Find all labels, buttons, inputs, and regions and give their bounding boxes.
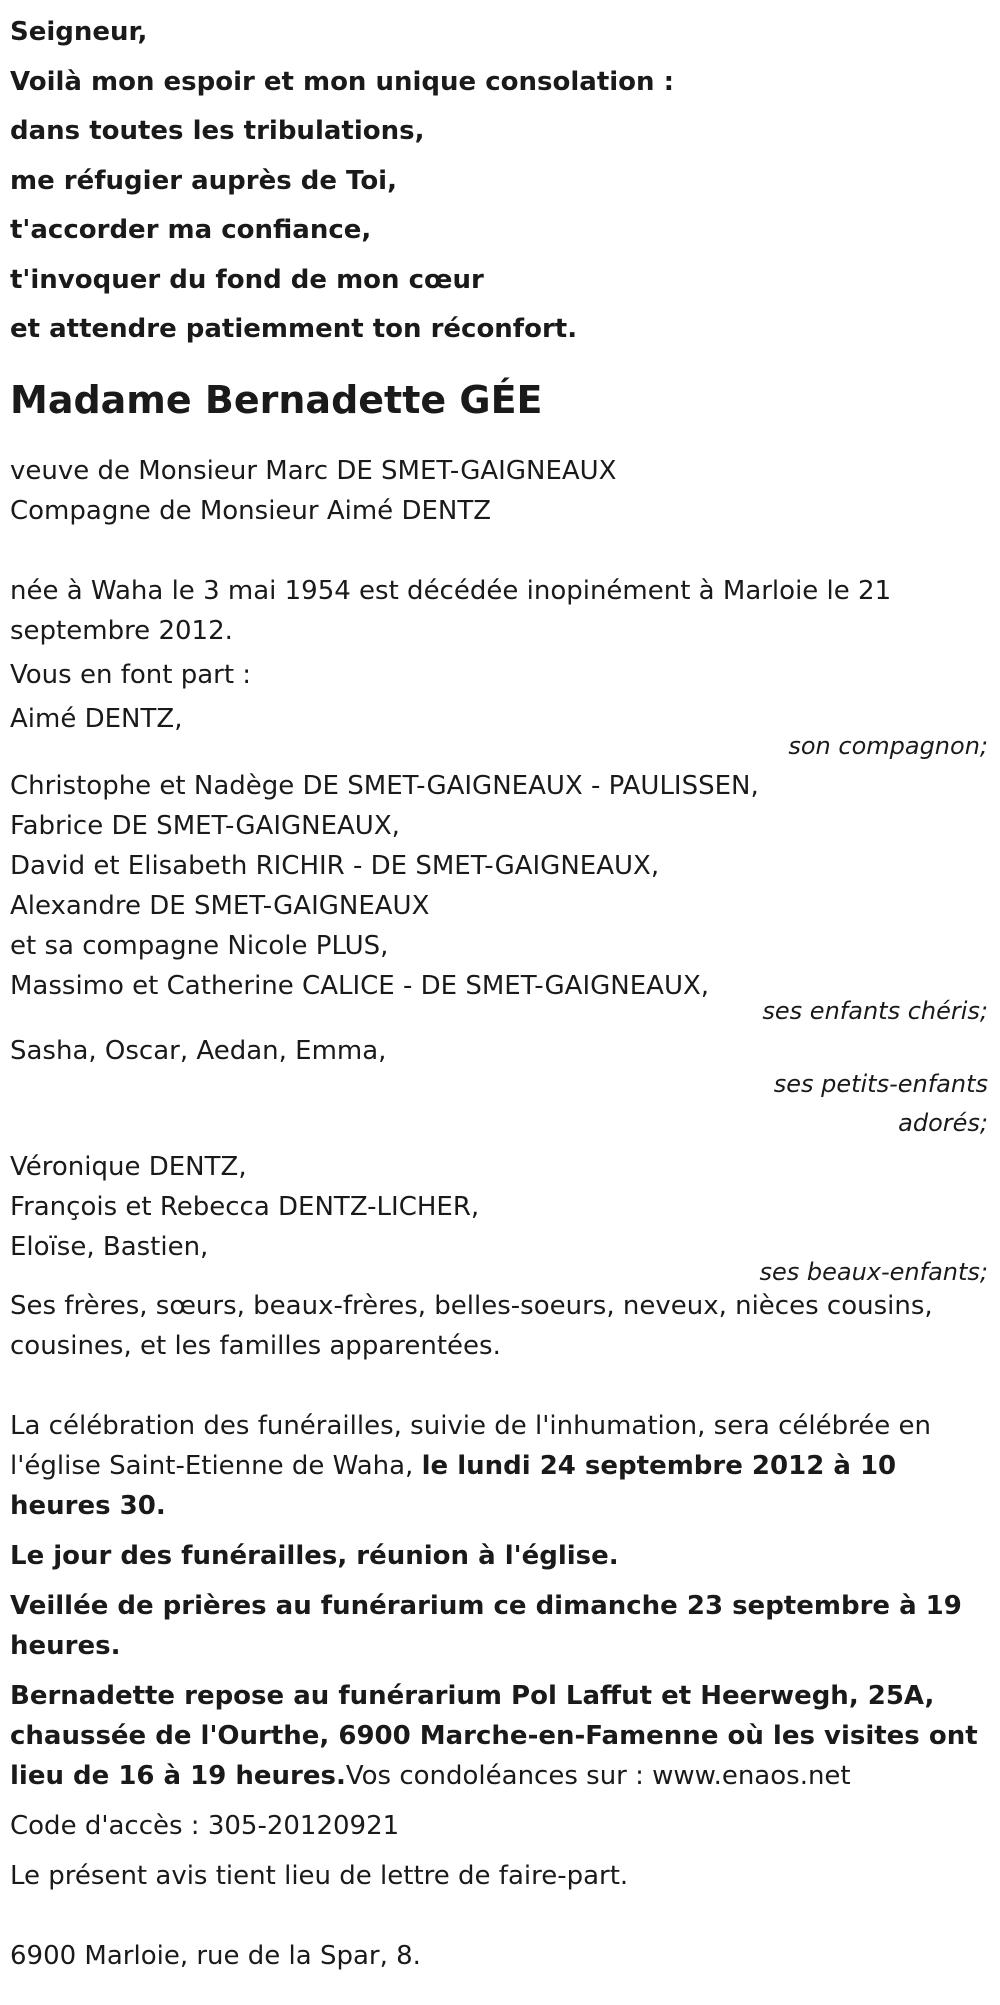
access-code: Code d'accès : 305-20120921 — [10, 1810, 400, 1841]
step-child-entry: Eloïse, Bastien, — [10, 1231, 209, 1262]
condolences-text: Vos condoléances sur : www.enaos.net — [345, 1760, 851, 1791]
child-entry: David et Elisabeth RICHIR - DE SMET-GAIGNEAUX, — [10, 850, 660, 881]
companion-name: Aimé DENTZ, — [10, 703, 183, 734]
rest-location: Bernadette repose au funérarium Pol Laffut et Heerwegh, 25A, chaussée de l'Ourthe, 6900 Marche-en-Famenne où les visites ont lieu de 16 à 19 heures. — [10, 1680, 978, 1791]
birth-death-text: née à Waha le 3 mai 1954 est décédée inopinément à Marloie le 21 septembre 2012. — [10, 575, 892, 646]
prayer-line: Seigneur, — [10, 17, 148, 47]
step-child-entry: Véronique DENTZ, — [10, 1151, 247, 1182]
address-text: 6900 Marloie, rue de la Spar, 8. — [10, 1940, 421, 1971]
funeral-meeting-text: Le jour des funérailles, réunion à l'église. — [10, 1540, 619, 1571]
relation-widow: veuve de Monsieur Marc DE SMET-GAIGNEAUX — [10, 455, 617, 486]
child-entry: Alexandre DE SMET-GAIGNEAUX — [10, 890, 430, 921]
ceremony-intro: La célébration des funérailles, suivie de l'inhumation, sera célébrée en l'église Saint-Etienne de Waha, — [10, 1410, 931, 1481]
prayer-line: et attendre patiemment ton réconfort. — [10, 314, 578, 344]
notice-text: Le présent avis tient lieu de lettre de faire-part. — [10, 1860, 629, 1891]
announce-text: Vous en font part : — [10, 659, 252, 690]
companion-role: son compagnon; — [788, 731, 988, 760]
prayer-line: me réfugier auprès de Toi, — [10, 165, 397, 196]
prayer-text — [10, 8, 990, 355]
ceremony-text — [10, 1406, 990, 1526]
child-entry: Christophe et Nadège DE SMET-GAIGNEAUX - PAULISSEN, — [10, 770, 759, 801]
prayer-line: Voilà mon espoir et mon unique consolation : — [10, 66, 674, 97]
deceased-name: Madame Bernadette GÉE — [10, 377, 543, 422]
grandchildren-role: adorés; — [898, 1108, 988, 1137]
grandchildren-role: ses petits-enfants — [773, 1069, 988, 1098]
child-entry: Massimo et Catherine CALICE - DE SMET-GAIGNEAUX, — [10, 970, 710, 1001]
prayer-line: t'accorder ma confiance, — [10, 215, 372, 245]
extended-family-text: Ses frères, sœurs, beaux-frères, belles-soeurs, neveux, nièces cousins, cousines, et les familles apparentées. — [10, 1290, 933, 1361]
relation-companion: Compagne de Monsieur Aimé DENTZ — [10, 495, 492, 526]
child-entry: et sa compagne Nicole PLUS, — [10, 930, 389, 961]
child-entry: Fabrice DE SMET-GAIGNEAUX, — [10, 810, 400, 841]
step-children-role: ses beaux-enfants; — [759, 1257, 988, 1286]
grandchildren-names: Sasha, Oscar, Aedan, Emma, — [10, 1035, 387, 1066]
vigil-text: Veillée de prières au funérarium ce dimanche 23 septembre à 19 heures. — [10, 1590, 962, 1661]
step-child-entry: François et Rebecca DENTZ-LICHER, — [10, 1191, 480, 1222]
prayer-line: dans toutes les tribulations, — [10, 116, 425, 146]
prayer-line: t'invoquer du fond de mon cœur — [10, 264, 484, 295]
rest-text — [10, 1676, 990, 1796]
ceremony-date: le lundi 24 septembre 2012 à 10 heures 30. — [10, 1450, 897, 1521]
children-role: ses enfants chéris; — [762, 996, 988, 1025]
